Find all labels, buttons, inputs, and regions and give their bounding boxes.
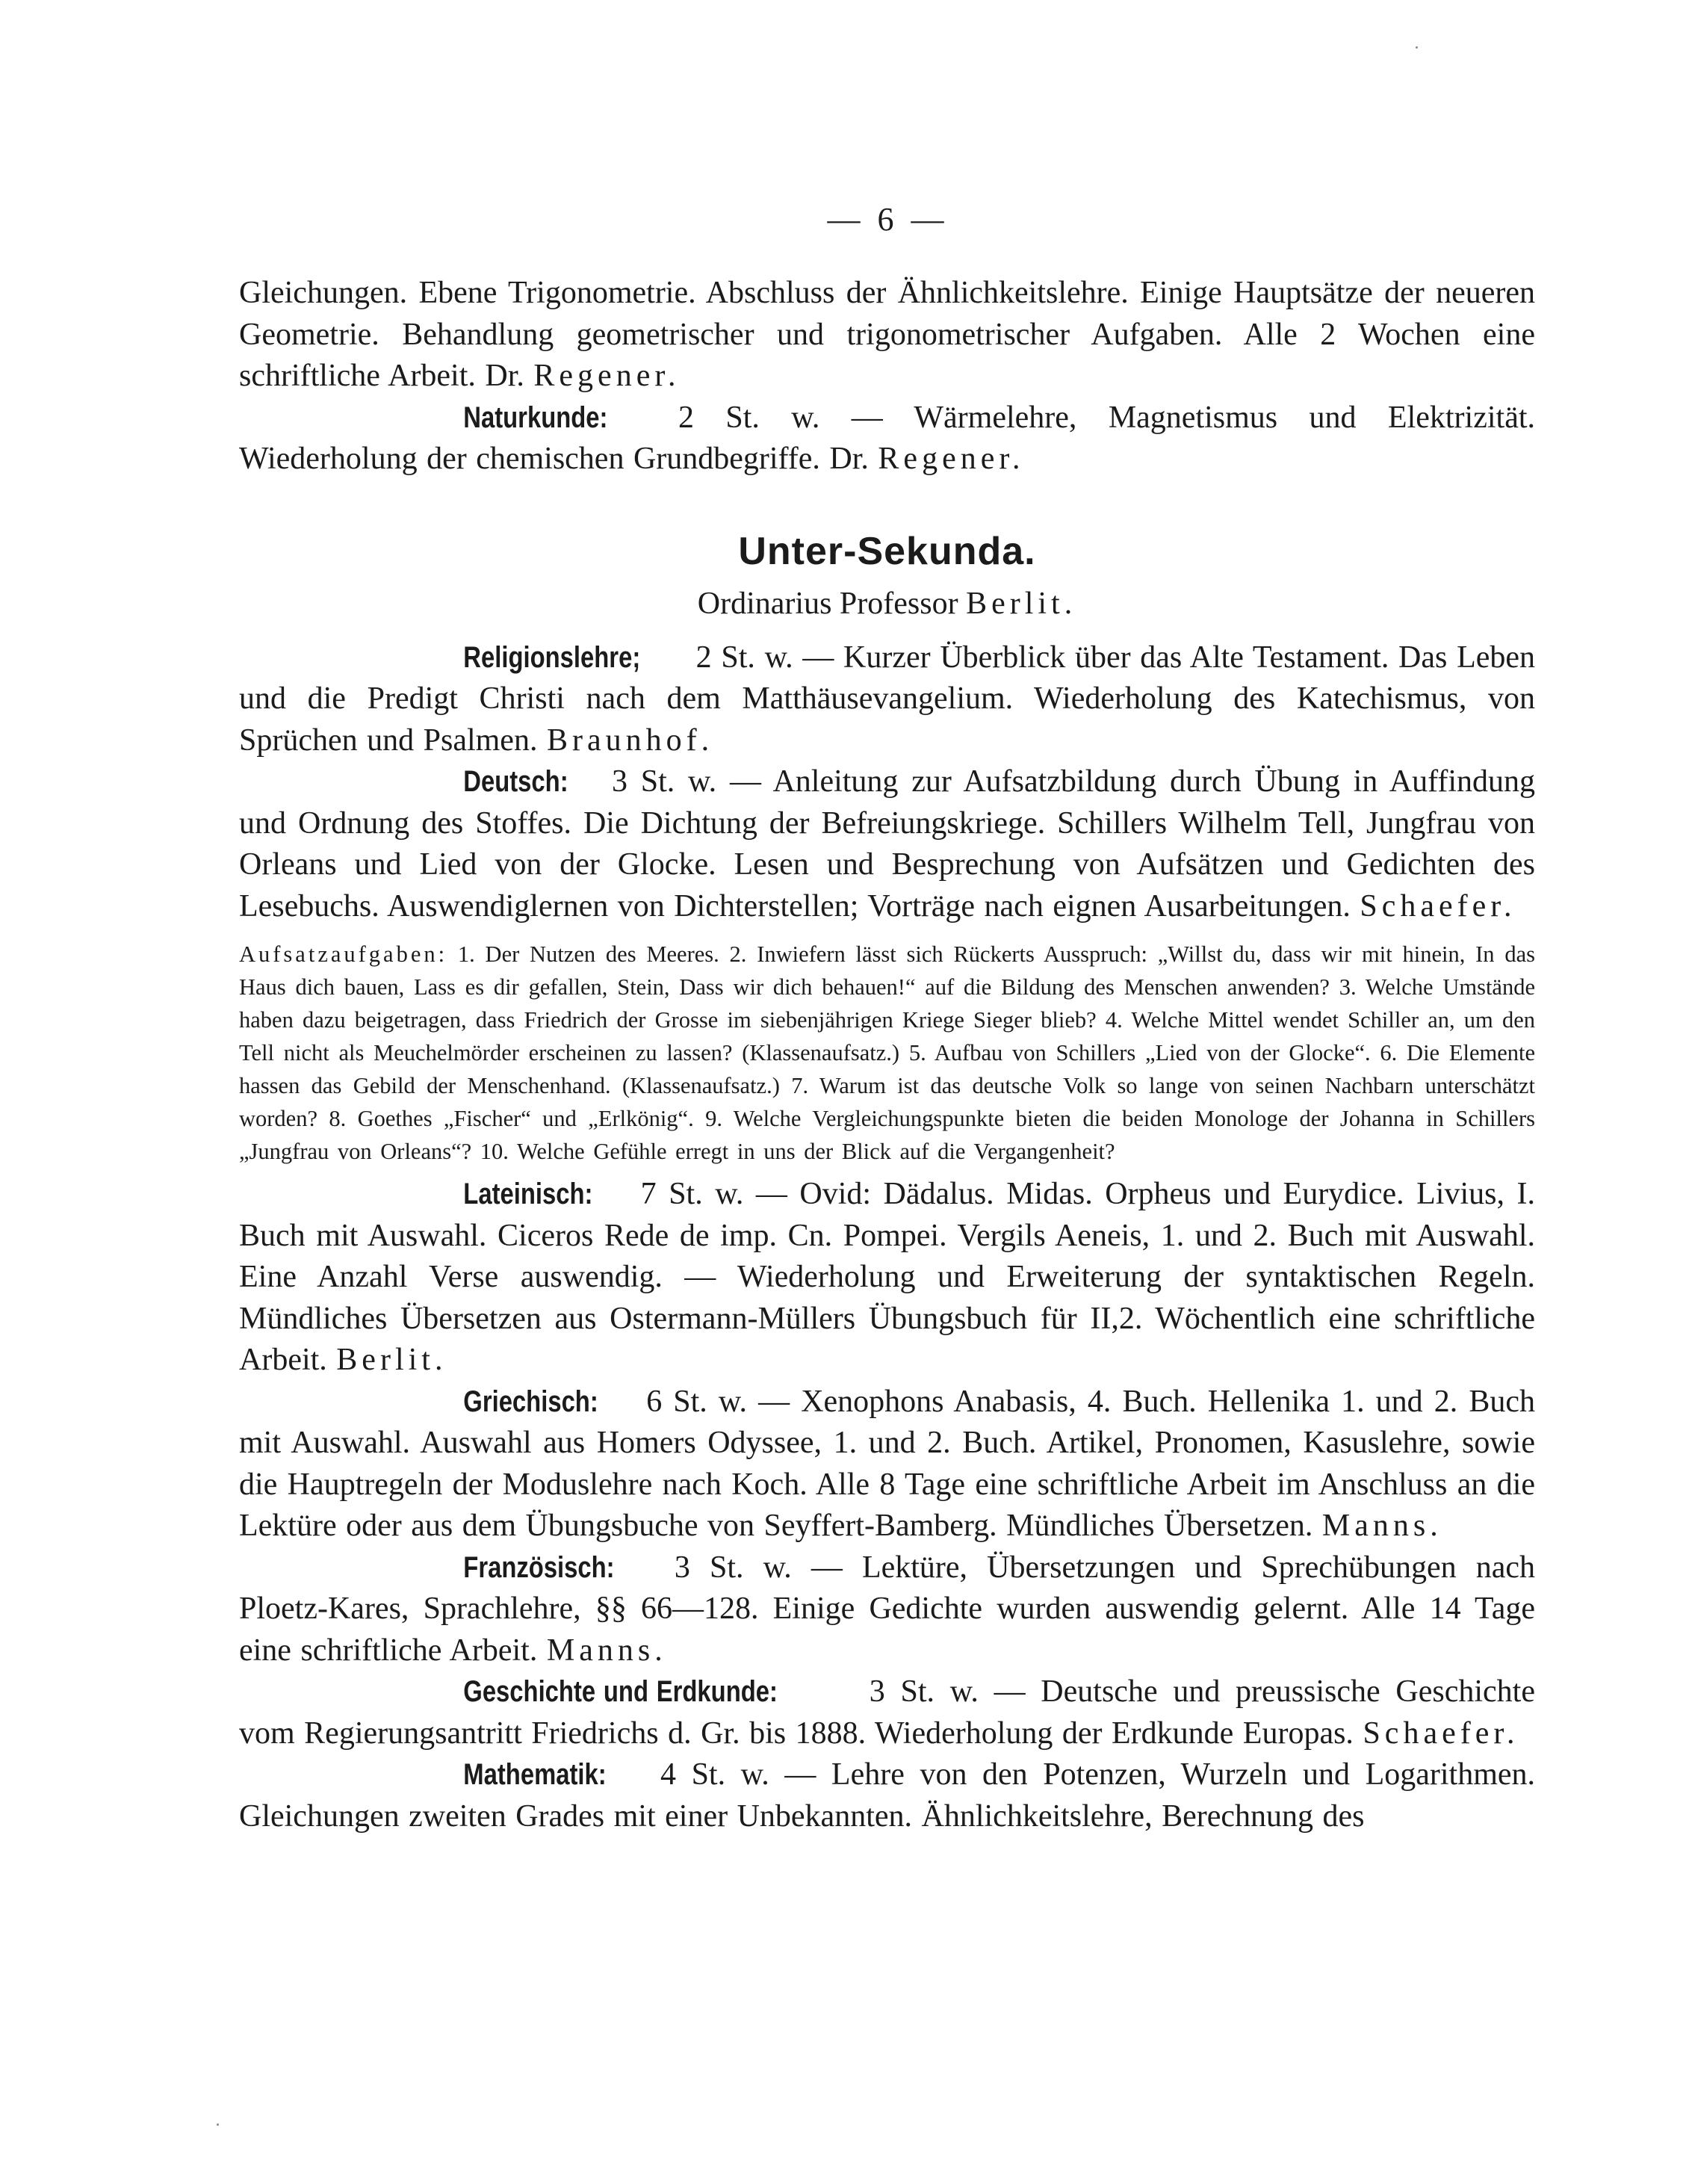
subject-text: 2 St. w. — Kurzer Überblick über das Alte Testament. Das Leben und die Predigt Christi nach dem Matthäusevangelium. Wiederholung des Katechismus, von Sprüchen und Psalmen. xyxy=(239,640,1536,758)
subject-teacher: Manns. xyxy=(546,1633,667,1668)
subject-teacher: Schaefer. xyxy=(1360,888,1516,924)
naturkunde-paragraph xyxy=(239,397,1535,480)
naturkunde-teacher: Regener. xyxy=(878,442,1025,476)
ordinarius-name: Berlit. xyxy=(966,586,1077,621)
subject-text: 3 St. w. — Anleitung zur Aufsatzbildung durch Übung in Auffindung und Ordnung des Stoffes. Die Dichtung der Befreiungskriege. Schillers Wilhelm Tell, Jungfrau von Orleans und Lied von der Glocke. Lesen und Besprechung von Aufsätzen und Gedichten des Lesebuchs. Auswendiglernen von Dichterstellen; Vorträge nach eignen Ausarbeitungen. xyxy=(239,764,1535,924)
aufsatz-list xyxy=(239,938,1535,1168)
ordinarius-line xyxy=(239,578,1535,630)
ordinarius-prefix: Ordinarius Professor xyxy=(697,586,958,621)
intro-paragraph xyxy=(239,273,1535,397)
subject-teacher: Manns. xyxy=(1321,1509,1442,1543)
subject-teacher: Berlit. xyxy=(336,1343,447,1377)
aufsatz-text: 1. Der Nutzen des Meeres. 2. Inwiefern lässt sich Rückerts Ausspruch: „Willst du, dass wir mit hinein, In das Haus dich bauen, Lass es dir gefallen, Stein, Dass wir dich behauen!“ auf die Bildung des Menschen anwenden? 3. Welche Umstände haben dazu beigetragen, dass Friedrich der Grosse im siebenjährigen Kriege Sieger blieb? 4. Welche Mittel wendet Schiller an, um den Tell nicht als Meuchelmörder erscheinen zu lassen? (Klassenaufsatz.) 5. Aufbau von Schillers „Lied von der Glocke“. 6. Die Elemente hassen das Gebild der Menschenhand. (Klassenaufsatz.) 7. Warum ist das deutsche Volk so lange von seinen Nachbarn unterschätzt worden? 8. Goethes „Fischer“ und „Erlkönig“. 9. Welche Vergleichungspunkte bieten die beiden Monologe der Johanna in Schillers „Jungfrau von Orleans“? 10. Welche Gefühle erregt in uns der Blick auf die Vergangenheit? xyxy=(239,941,1535,1164)
subject-text: 4 St. w. — Lehre von den Potenzen, Wurzeln und Logarithmen. Gleichungen zweiten Grades mit einer Unbekannten. Ähnlichkeitslehre, Berechnung des xyxy=(239,1757,1536,1834)
subject-teacher: Braunhof. xyxy=(546,723,714,758)
subject-text: 7 St. w. — Ovid: Dädalus. Midas. Orpheus und Eurydice. Livius, I. Buch mit Auswahl. Ciceros Rede de imp. Cn. Pompei. Vergils Aeneis, 1. und 2. Buch mit Auswahl. Eine Anzahl Verse auswendig. — Wiederholung und Erweiterung der syntaktischen Regeln. Mündliches Übersetzen aus Ostermann-Müllers Übungsbuch für II,2. Wöchentlich eine schriftliche Arbeit. xyxy=(239,1177,1535,1377)
section-title: Unter-Sekunda. xyxy=(738,529,1036,573)
subject-religion xyxy=(239,637,1535,762)
subject-heading: Griechisch: xyxy=(463,1385,598,1418)
paper-speck xyxy=(217,2123,219,2126)
subject-deutsch xyxy=(239,761,1535,927)
subject-heading: Religionslehre; xyxy=(463,640,641,674)
subject-heading: Deutsch: xyxy=(463,765,568,798)
subject-heading: Lateinisch: xyxy=(463,1178,593,1210)
subject-griechisch xyxy=(239,1382,1535,1547)
aufsatz-lead: Aufsatzaufgaben: xyxy=(239,941,448,967)
subject-text: 3 St. w. — Deutsche und preussische Geschichte vom Regierungsantritt Friedrichs d. Gr. bis 1888. Wiederholung der Erdkunde Europas. xyxy=(239,1674,1535,1751)
page-number: — 6 — xyxy=(827,201,949,238)
subject-latein xyxy=(239,1174,1535,1382)
intro-text: Gleichungen. Ebene Trigonometrie. Abschluss der Ähnlichkeitslehre. Einige Hauptsätze der neueren Geometrie. Behandlung geometrischer und trigonometrischer Aufgaben. Alle 2 Wochen eine schriftliche Arbeit. Dr. xyxy=(239,276,1535,393)
subject-heading: Französisch: xyxy=(463,1550,615,1584)
subject-text: 6 St. w. — Xenophons Anabasis, 4. Buch. Hellenika 1. und 2. Buch mit Auswahl. Auswahl aus Homers Odyssee, 1. und 2. Buch. Artikel, Pronomen, Kasuslehre, sowie die Hauptregeln der Moduslehre nach Koch. Alle 8 Tage eine schriftliche Arbeit im Anschluss an die Lektüre oder aus dem Übungsbuche von Seyffert-Bamberg. Mündliches Übersetzen. xyxy=(239,1384,1536,1543)
subject-text: 3 St. w. — Lektüre, Übersetzungen und Sprechübungen nach Ploetz-Kares, Sprachlehre, §§ 66—128. Einige Gedichte wurden auswendig gelernt. Alle 14 Tage eine schriftliche Arbeit. xyxy=(239,1550,1535,1668)
subject-heading: Geschichte und Erdkunde: xyxy=(463,1675,778,1708)
subject-mathematik xyxy=(239,1754,1535,1837)
subject-heading: Mathematik: xyxy=(463,1758,607,1791)
subject-geschichte xyxy=(239,1671,1535,1754)
intro-teacher: Regener. xyxy=(533,359,681,393)
subject-teacher: Schaefer. xyxy=(1363,1716,1519,1751)
paper-speck xyxy=(1416,46,1418,49)
naturkunde-heading: Naturkunde: xyxy=(463,400,608,434)
page-content xyxy=(239,273,1535,1837)
naturkunde-text: 2 St. w. — Wärmelehre, Magnetismus und Elektrizität. Wiederholung der chemischen Grundbegriffe. Dr. xyxy=(239,400,1535,476)
subject-franzoesisch xyxy=(239,1547,1535,1672)
